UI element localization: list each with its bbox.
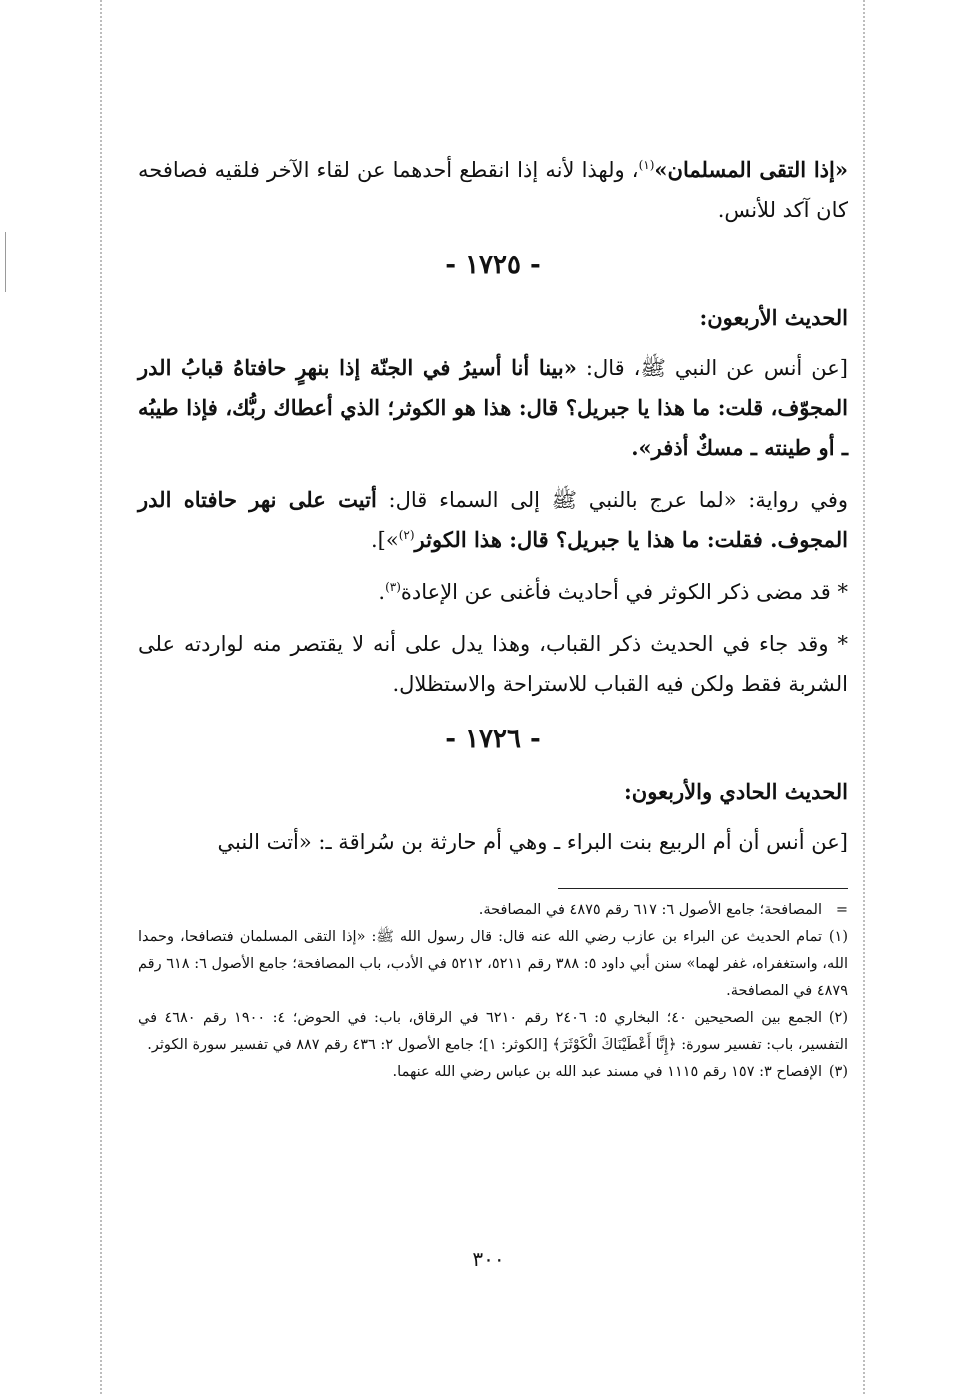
footnotes	[138, 897, 848, 1086]
scan-dotted-margin-left	[100, 0, 102, 1394]
footnote-ref-2[interactable]: (٢)	[398, 528, 415, 542]
hadith-number-1726: - ١٧٢٦ -	[445, 724, 541, 754]
intro-text: ، ولهذا لأنه إذا انقطع أحدهما عن لقاء الآخر فلقيه فصافحه كان آكد للأنس.	[138, 158, 848, 222]
scan-dotted-margin-right	[863, 0, 865, 1394]
footnote-separator	[558, 888, 848, 889]
footnote-1	[138, 924, 848, 1005]
footnote-ref-1[interactable]: (١)	[638, 158, 655, 172]
riwaya-matn: أتيت على نهر حافتاه الدر المجوف. فقلت: ما هذا يا جبريل؟ قال: هذا الكوثر	[138, 487, 848, 552]
scan-edge-mark	[5, 232, 6, 292]
hadith-heading-40: الحديث الأربعون:	[699, 305, 848, 330]
note-1-end: .	[378, 580, 386, 604]
footnote-ref-3[interactable]: (٣)	[385, 580, 401, 594]
intro-paragraph	[138, 150, 848, 230]
footnote-mark: =	[835, 902, 848, 918]
footnote-mark: (١)	[828, 929, 848, 945]
hadith-40-riwaya	[138, 480, 848, 560]
hadith-40-text	[138, 348, 848, 468]
commentary-note-1	[138, 572, 848, 612]
footnote-mark: (٣)	[828, 1064, 848, 1080]
commentary-note-2: * وقد جاء في الحديث ذكر القباب، وهذا يدل على أنه لا يقتصر منه لواردته على الشربة فقط ولكن فيه القباب للاستراحة والاستظلال.	[138, 632, 848, 696]
riwaya-intro: وفي رواية: «لما عرج بالنبي ﷺ إلى السماء قال:	[376, 488, 849, 512]
page-body	[138, 150, 848, 1086]
footnote-2	[138, 1005, 848, 1059]
footnote-mark: (٢)	[828, 1010, 849, 1026]
footnote-text: الجمع بين الصحيحين ٤٠؛ البخاري ٥: ٢٤٠٦ رقم ٦٢١٠ في الرقاق، باب: في الحوض؛ ٤: ١٩٠٠ رقم ٤٦٨٠ في التفسير، باب: تفسير سورة: ﴿إِنَّا أَعْطَيْنَاكَ الْكَوْثَرَ﴾ [الكوثر: ١]؛ جامع الأصول ٢: ٤٣٦ رقم ٨٨٧ في تفسير سورة الكوثر.	[138, 1010, 848, 1053]
hadith-40-matn: «بينا أنا أسيرُ في الجنّة إذا بنهرٍ حافتاهُ قبابُ الدر المجوّف، قلت: ما هذا يا جبريل؟ قال: هذا هو الكوثر؛ الذي أعطاك ربُّك، فإذا طيبُه ـ أو طينته ـ مسكٌ أذفر».	[138, 355, 848, 460]
footnote-text: تمام الحديث عن البراء بن عازب رضي الله عنه قال: قال رسول الله ﷺ: «إذا التقى المسلمان فتصافحا، وحمدا الله، واستغفراه، غفر لهما» سنن أبي داود ٥: ٣٨٨ رقم ٥٢١١، ٥٢١٢ في الأدب، باب المصافحة؛ جامع الأصول ٦: ٦١٨ رقم ٤٨٧٩ في المصافحة.	[138, 929, 848, 999]
page-number: ٣٠٠	[472, 1247, 505, 1271]
hadith-40-isnad: [عن أنس عن النبي ﷺ، قال:	[576, 356, 848, 380]
hadith-number-1725: - ١٧٢٥ -	[445, 250, 541, 280]
footnote-continuation	[138, 897, 848, 924]
note-1-text: * قد مضى ذكر الكوثر في أحاديث فأغنى عن الإعادة	[400, 580, 848, 604]
riwaya-end: »].	[371, 528, 399, 552]
footnote-3	[138, 1059, 848, 1086]
hadith-heading-41: الحديث الحادي والأربعون:	[624, 779, 848, 804]
footnote-text: الإفصاح ٣: ١٥٧ رقم ١١١٥ في مسند عبد الله بن عباس رضي الله عنهما.	[392, 1064, 822, 1080]
footnote-text: المصافحة؛ جامع الأصول ٦: ٦١٧ رقم ٤٨٧٥ في المصافحة.	[478, 902, 822, 918]
hadith-41-text: [عن أنس أن أم الربيع بنت البراء ـ وهي أم حارثة بن سُراقة ـ: «أتت النبي	[217, 830, 848, 854]
intro-quote: «إذا التقى المسلمان»	[654, 157, 848, 182]
